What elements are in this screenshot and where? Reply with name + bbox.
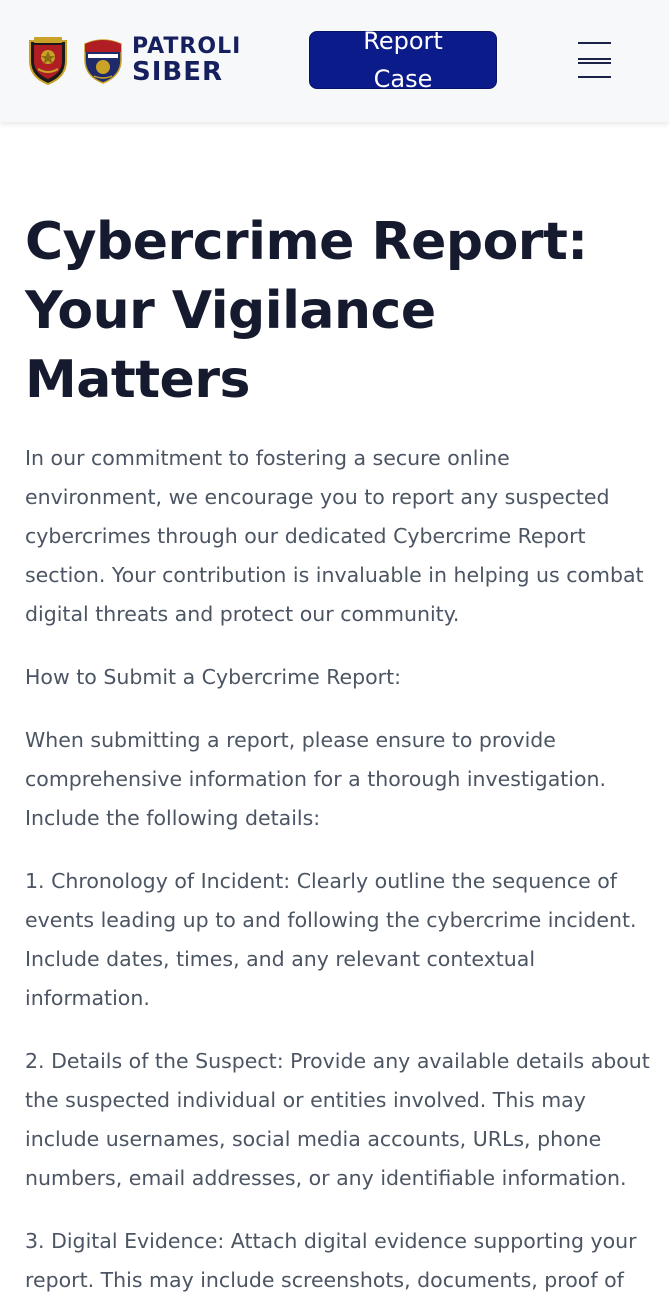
- details-paragraph: When submitting a report, please ensure to provide comprehensive information for a thorough investigation. Include the following details:: [25, 728, 607, 830]
- menu-bar-middle-2: [578, 62, 611, 64]
- intro-paragraph: In our commitment to fostering a secure online environment, we encourage you to report any suspected cybercrimes through our dedicated Cybercrime Report section. Your contribution is invaluable in helping us combat digital threats and protect our community.: [25, 446, 644, 626]
- menu-bar-bottom: [578, 76, 611, 78]
- evidence-item: 3. Digital Evidence: Attach digital evidence supporting your report. This may include screenshots, documents, proof of: [25, 1229, 637, 1292]
- menu-bar-middle: [578, 58, 611, 60]
- logo-link[interactable]: [26, 34, 241, 86]
- suspect-item: 2. Details of the Suspect: Provide any available details about the suspected individual or entities involved. This may include usernames, social media accounts, URLs, phone numbers, email addresses, or any identifiable information.: [25, 1049, 650, 1190]
- how-to-heading: How to Submit a Cybercrime Report:: [25, 665, 402, 689]
- page-title: Cybercrime Report: Your Vigilance Matters: [25, 212, 588, 410]
- chronology-item: 1. Chronology of Incident: Clearly outline the sequence of events leading up to and following the cybercrime incident. Include dates, times, and any relevant contextual information.: [25, 869, 637, 1010]
- report-case-button[interactable]: [309, 27, 497, 93]
- menu-bar-top: [578, 42, 611, 44]
- brand-line-top: PATROLI: [132, 33, 242, 59]
- site-header: [0, 0, 669, 122]
- article-content: [25, 208, 650, 1300]
- brand-wordmark: [132, 33, 242, 87]
- bareskrim-shield-icon: [82, 36, 124, 84]
- police-emblem-icon: [26, 35, 70, 85]
- report-case-label: Report Case: [363, 27, 443, 93]
- hamburger-menu-icon[interactable]: [578, 42, 613, 78]
- brand-line-bottom: SIBER: [132, 56, 223, 87]
